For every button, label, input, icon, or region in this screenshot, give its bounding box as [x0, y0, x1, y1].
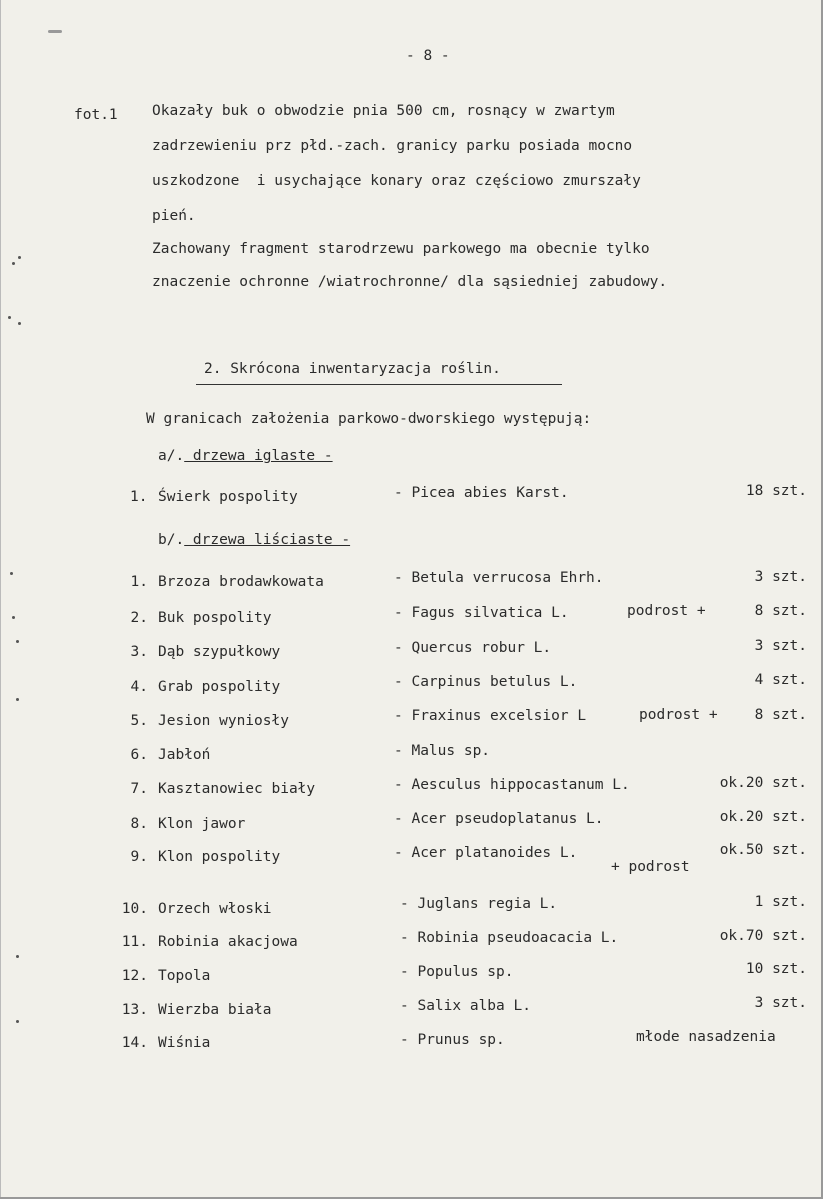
margin-speck	[12, 262, 15, 265]
intro-line: Okazały buk o obwodzie pnia 500 cm, rosnący w zwartym	[152, 103, 615, 119]
species-latin: - Acer pseudoplatanus L.	[394, 811, 604, 827]
margin-speck	[18, 256, 21, 259]
species-name: Dąb szypułkowy	[158, 644, 281, 660]
species-count: 3 szt.	[754, 638, 807, 654]
species-name: Robinia akacjowa	[158, 934, 298, 950]
group-a-prefix: a/.	[158, 448, 185, 464]
species-name: Jesion wyniosły	[158, 713, 289, 729]
species-name: Buk pospolity	[158, 610, 272, 626]
species-number: 2.	[130, 610, 148, 626]
section-heading-underline	[196, 384, 562, 385]
intro-line: pień.	[152, 208, 196, 224]
species-name: Topola	[158, 968, 211, 984]
section-heading: 2. Skrócona inwentaryzacja roślin.	[204, 361, 501, 377]
species-number: 4.	[130, 679, 148, 695]
species-latin: - Fraxinus excelsior L	[394, 708, 587, 724]
species-latin: - Populus sp.	[400, 964, 514, 980]
species-note: podrost +	[639, 707, 718, 723]
species-count: 18 szt.	[745, 483, 807, 499]
margin-speck	[10, 572, 13, 575]
species-number: 12.	[121, 968, 148, 984]
species-latin: - Aesculus hippocastanum L.	[394, 777, 630, 793]
species-latin: - Picea abies Karst.	[394, 485, 569, 501]
species-number: 3.	[130, 644, 148, 660]
intro-line: uszkodzone i usychające konary oraz częściowo zmurszały	[152, 173, 641, 189]
species-count: 8 szt.	[754, 603, 807, 619]
intro-line: znaczenie ochronne /wiatrochronne/ dla sąsiedniej zabudowy.	[152, 274, 668, 290]
species-latin: - Prunus sp.	[400, 1032, 505, 1048]
species-count: 10 szt.	[745, 961, 807, 977]
species-number: 1.	[130, 489, 148, 505]
species-number: 5.	[130, 713, 148, 729]
margin-speck	[12, 616, 15, 619]
species-count: 3 szt.	[754, 995, 807, 1011]
margin-speck	[8, 316, 11, 319]
species-name: Klon pospolity	[158, 849, 281, 865]
species-count: 4 szt.	[754, 672, 807, 688]
species-latin: - Robinia pseudoacacia L.	[400, 930, 619, 946]
species-count: 1 szt.	[754, 894, 807, 910]
margin-speck	[16, 1020, 19, 1023]
species-number: 10.	[121, 901, 148, 917]
species-number: 6.	[130, 747, 148, 763]
species-name: Świerk pospolity	[158, 489, 298, 505]
species-number: 13.	[121, 1002, 148, 1018]
species-latin: - Quercus robur L.	[394, 640, 552, 656]
species-count: ok.50 szt.	[719, 842, 807, 858]
group-b-prefix: b/.	[158, 532, 185, 548]
species-note: podrost +	[627, 603, 706, 619]
species-name: Klon jawor	[158, 816, 246, 832]
species-count: ok.70 szt.	[719, 928, 807, 944]
species-latin: - Acer platanoides L.	[394, 845, 578, 861]
species-latin: - Juglans regia L.	[400, 896, 558, 912]
intro-line: Zachowany fragment starodrzewu parkowego ma obecnie tylko	[152, 241, 650, 257]
species-count: 3 szt.	[754, 569, 807, 585]
intro-line: zadrzewieniu prz płd.-zach. granicy parku posiada mocno	[152, 138, 633, 154]
group-b-heading	[158, 531, 350, 549]
intro-sentence: W granicach założenia parkowo-dworskiego występują:	[146, 411, 592, 427]
group-a-heading	[158, 447, 333, 465]
species-count: 8 szt.	[754, 707, 807, 723]
margin-speck	[18, 322, 21, 325]
species-count: ok.20 szt.	[719, 775, 807, 791]
group-a-title: drzewa iglaste -	[184, 448, 333, 464]
photo-label: fot.1	[74, 107, 118, 123]
page-number: - 8 -	[406, 48, 450, 64]
species-name: Orzech włoski	[158, 901, 272, 917]
margin-speck	[16, 955, 19, 958]
species-number: 11.	[121, 934, 148, 950]
species-name: Grab pospolity	[158, 679, 281, 695]
species-latin: - Salix alba L.	[400, 998, 531, 1014]
species-name: Brzoza brodawkowata	[158, 574, 324, 590]
margin-speck	[16, 698, 19, 701]
margin-speck	[16, 640, 19, 643]
page-edge-left	[0, 0, 1, 1199]
species-number: 8.	[130, 816, 148, 832]
species-name: Jabłoń	[158, 747, 211, 763]
species-number: 9.	[130, 849, 148, 865]
species-number: 7.	[130, 781, 148, 797]
group-b-title: drzewa liściaste -	[184, 532, 351, 548]
species-note: + podrost	[611, 859, 690, 875]
species-name: Kasztanowiec biały	[158, 781, 316, 797]
species-latin: - Fagus silvatica L.	[394, 605, 569, 621]
species-note: młode nasadzenia	[636, 1029, 776, 1045]
species-name: Wierzba biała	[158, 1002, 272, 1018]
species-count: ok.20 szt.	[719, 809, 807, 825]
species-number: 1.	[130, 574, 148, 590]
species-latin: - Betula verrucosa Ehrh.	[394, 570, 604, 586]
species-number: 14.	[121, 1035, 148, 1051]
species-name: Wiśnia	[158, 1035, 211, 1051]
ink-smudge	[48, 30, 62, 33]
species-latin: - Carpinus betulus L.	[394, 674, 578, 690]
species-latin: - Malus sp.	[394, 743, 491, 759]
